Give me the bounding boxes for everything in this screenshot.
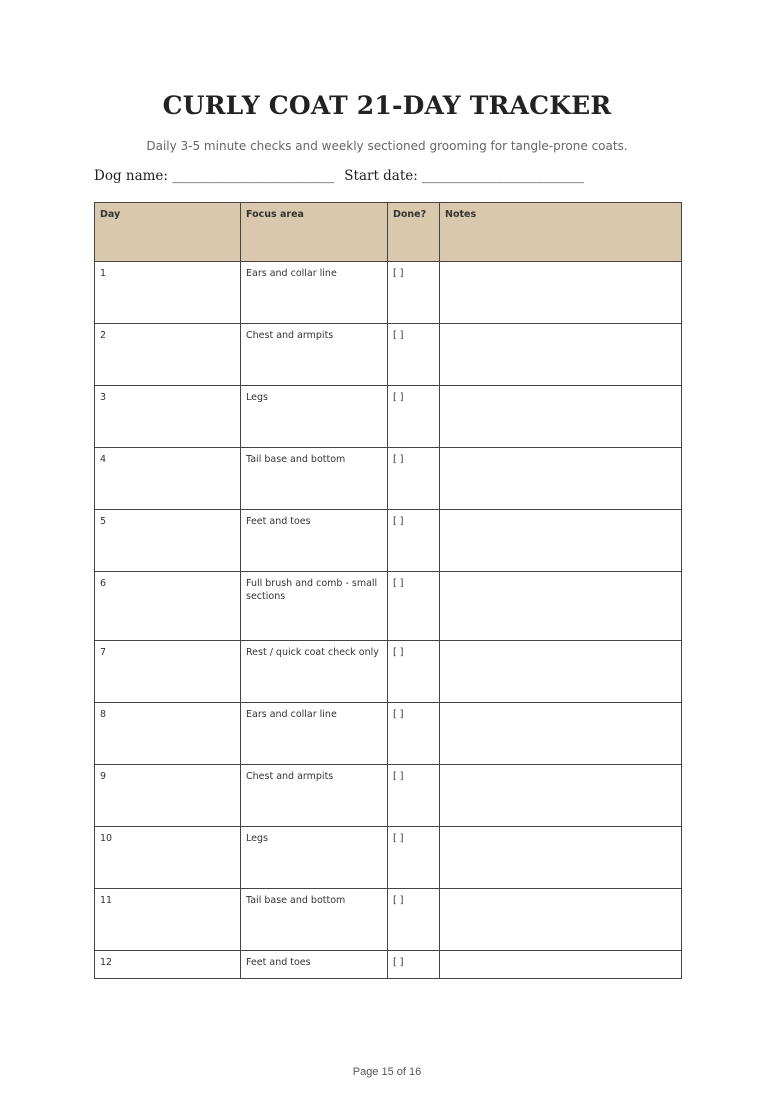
table-row (95, 827, 682, 889)
done-checkbox-cell: [ ] (388, 262, 440, 324)
focus-area-cell: Ears and collar line (241, 262, 388, 324)
notes-cell (440, 510, 682, 572)
notes-cell (440, 262, 682, 324)
page-title: CURLY COAT 21-DAY TRACKER (162, 91, 612, 120)
table-row (95, 765, 682, 827)
notes-cell (440, 572, 682, 641)
done-checkbox-cell: [ ] (388, 324, 440, 386)
notes-cell (440, 324, 682, 386)
page-number: Page 15 of 16 (352, 1066, 422, 1078)
notes-cell (440, 765, 682, 827)
notes-cell (440, 386, 682, 448)
table-row (95, 262, 682, 324)
notes-cell (440, 703, 682, 765)
header-done: Done? (388, 203, 440, 262)
focus-area-cell: Legs (241, 827, 388, 889)
day-cell: 4 (95, 448, 241, 510)
day-cell: 11 (95, 889, 241, 951)
done-checkbox-cell: [ ] (388, 386, 440, 448)
focus-area-cell: Legs (241, 386, 388, 448)
done-checkbox-cell: [ ] (388, 765, 440, 827)
done-checkbox-cell: [ ] (388, 448, 440, 510)
header-day: Day (95, 203, 241, 262)
day-cell: 8 (95, 703, 241, 765)
focus-area-cell: Tail base and bottom (241, 448, 388, 510)
done-checkbox-cell: [ ] (388, 703, 440, 765)
focus-area-cell: Feet and toes (241, 951, 388, 979)
start-date-field: Start date: ________________________ (344, 168, 585, 184)
table-row (95, 510, 682, 572)
table-row (95, 889, 682, 951)
day-cell: 5 (95, 510, 241, 572)
header-focus-area: Focus area (241, 203, 388, 262)
focus-area-cell: Full brush and comb - small sections (241, 572, 388, 641)
table-row (95, 448, 682, 510)
focus-area-cell: Chest and armpits (241, 324, 388, 386)
day-cell: 6 (95, 572, 241, 641)
focus-area-cell: Rest / quick coat check only (241, 641, 388, 703)
page-subtitle: Daily 3-5 minute checks and weekly sectioned grooming for tangle-prone coats. (146, 139, 628, 153)
focus-area-cell: Ears and collar line (241, 703, 388, 765)
day-cell: 1 (95, 262, 241, 324)
day-cell: 3 (95, 386, 241, 448)
done-checkbox-cell: [ ] (388, 951, 440, 979)
focus-area-cell: Feet and toes (241, 510, 388, 572)
table-row (95, 951, 682, 979)
notes-cell (440, 951, 682, 979)
notes-cell (440, 827, 682, 889)
notes-cell (440, 641, 682, 703)
table-row (95, 386, 682, 448)
done-checkbox-cell: [ ] (388, 641, 440, 703)
table-row (95, 572, 682, 641)
day-cell: 2 (95, 324, 241, 386)
tracker-table (94, 202, 682, 979)
table-row (95, 641, 682, 703)
day-cell: 9 (95, 765, 241, 827)
table-header-row (95, 203, 682, 262)
tracker-fields (94, 168, 584, 184)
done-checkbox-cell: [ ] (388, 572, 440, 641)
dog-name-field: Dog name: ________________________ (94, 168, 335, 184)
table-row (95, 703, 682, 765)
notes-cell (440, 889, 682, 951)
focus-area-cell: Chest and armpits (241, 765, 388, 827)
notes-cell (440, 448, 682, 510)
day-cell: 7 (95, 641, 241, 703)
done-checkbox-cell: [ ] (388, 889, 440, 951)
done-checkbox-cell: [ ] (388, 827, 440, 889)
day-cell: 12 (95, 951, 241, 979)
table-row (95, 324, 682, 386)
done-checkbox-cell: [ ] (388, 510, 440, 572)
focus-area-cell: Tail base and bottom (241, 889, 388, 951)
day-cell: 10 (95, 827, 241, 889)
header-notes: Notes (440, 203, 682, 262)
